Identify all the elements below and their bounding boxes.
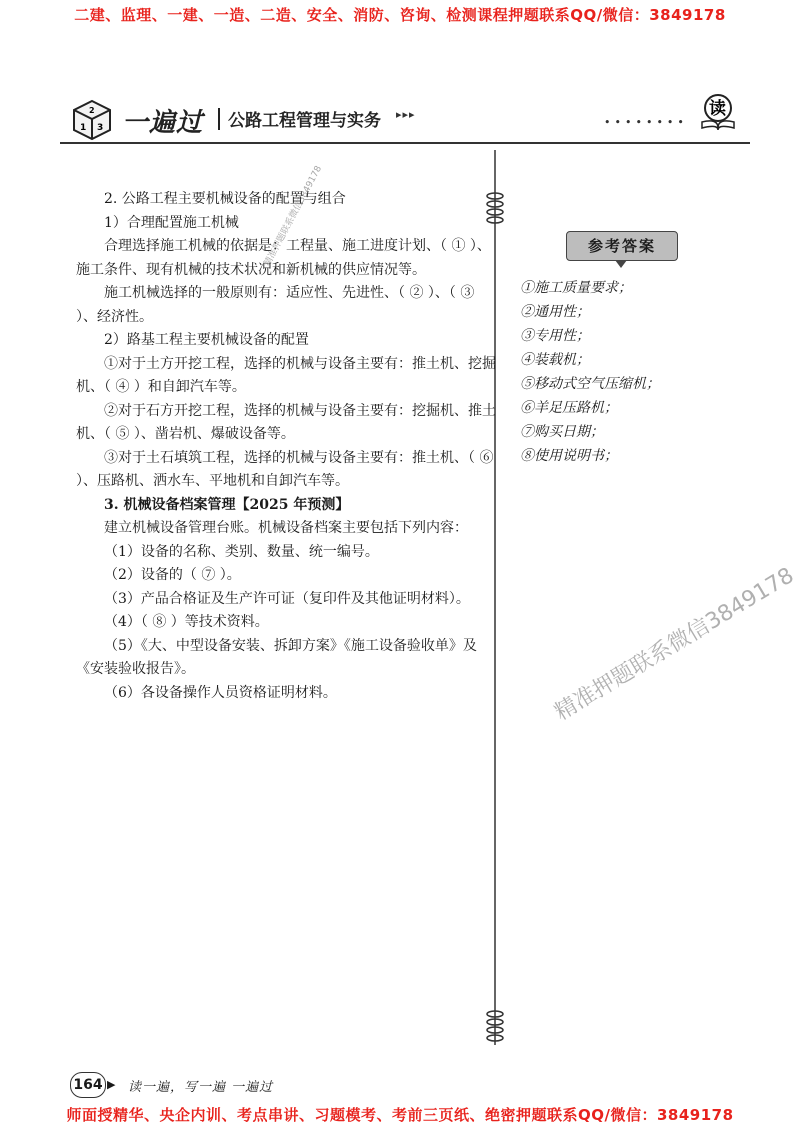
bottom-ad-banner: 师面授精华、央企内训、考点串讲、习题模考、考前三页纸、绝密押题联系QQ/微信：3849178 bbox=[66, 1106, 734, 1124]
brand-title: 一遍过 bbox=[122, 108, 204, 138]
paragraph-rockwork: ②对于石方开挖工程，选择的机械与设备主要有：挖掘机、推土机、（ ⑤ ）、凿岩机、爆破设备等。 bbox=[76, 402, 496, 442]
binding-rings-bottom-icon bbox=[484, 1008, 506, 1048]
answer-item: ⑥羊足压路机； bbox=[520, 400, 618, 416]
arrow-right-icon: ▶ bbox=[107, 1078, 116, 1091]
svg-text:2: 2 bbox=[89, 106, 95, 115]
answer-item: ③专用性； bbox=[520, 328, 590, 344]
paragraph-earthwork: ①对于土方开挖工程，选择的机械与设备主要有：推土机、挖掘机、（ ④ ）和自卸汽车等。 bbox=[76, 355, 496, 395]
page-header bbox=[60, 96, 750, 148]
page-footer bbox=[70, 1072, 370, 1098]
header-separator bbox=[218, 108, 220, 130]
list-item: （1）设备的名称、类别、数量、统一编号。 bbox=[104, 543, 379, 560]
binding-rings-top-icon bbox=[484, 190, 506, 230]
cube-logo-icon bbox=[70, 98, 114, 142]
subsection-1-title: 1）合理配置施工机械 bbox=[104, 214, 239, 231]
subsection-2-title: 2）路基工程主要机械设备的配置 bbox=[104, 332, 309, 348]
read-book-icon bbox=[698, 92, 738, 132]
paragraph-filling: ③对于土石填筑工程，选择的机械与设备主要有：推土机、（ ⑥ ）、压路机、洒水车、平地机和自卸汽车等。 bbox=[76, 449, 494, 489]
answer-item: ⑧使用说明书； bbox=[520, 448, 618, 464]
svg-text:3: 3 bbox=[97, 123, 104, 133]
list-item: （5）《大、中型设备安装、拆卸方案》《施工设备验收单》及《安装验收报告》。 bbox=[76, 637, 477, 677]
answer-item: ⑦购买日期； bbox=[520, 424, 604, 440]
watermark-large: 精准押题联系微信3849178 bbox=[550, 563, 799, 726]
header-rule bbox=[60, 142, 750, 144]
paragraph-selection-basis: 合理选择施工机械的依据是：工程量、施工进度计划、（ ① ）、施工条件、现有机械的技术状况和新机械的供应情况等。 bbox=[76, 238, 491, 278]
read-badge-label: 读 bbox=[709, 99, 726, 119]
top-ad-banner: 二建、监理、一建、一造、二造、安全、消防、咨询、检测课程押题联系QQ/微信：3849178 bbox=[74, 6, 726, 24]
page-number: 164 bbox=[70, 1072, 106, 1098]
svg-text:1: 1 bbox=[80, 123, 87, 133]
answers-list bbox=[520, 276, 780, 468]
footer-slogan: 读一遍，写一遍 一遍过 bbox=[128, 1080, 274, 1095]
main-content bbox=[76, 188, 496, 705]
section-2-title: 2. 公路工程主要机械设备的配置与组合 bbox=[104, 191, 346, 207]
answers-title-badge: 参考答案 bbox=[566, 231, 678, 261]
dot-decoration: •••••••• bbox=[604, 116, 688, 129]
list-item: （3）产品合格证及生产许可证（复印件及其他证明材料）。 bbox=[104, 590, 470, 607]
paragraph-selection-principles: 施工机械选择的一般原则有：适应性、先进性、（ ② ）、（ ③ ）、经济性。 bbox=[76, 285, 475, 325]
arrow-decoration-icon: ▸▸▸ bbox=[396, 108, 416, 121]
column-divider bbox=[494, 150, 496, 1045]
paragraph-archive-intro: 建立机械设备管理台账。机械设备档案主要包括下列内容： bbox=[104, 520, 468, 536]
watermark-small: 精准押题联系微信3849178 bbox=[262, 164, 325, 269]
book-subtitle: 公路工程管理与实务 bbox=[228, 111, 381, 131]
list-item: （4）（ ⑧ ）等技术资料。 bbox=[104, 614, 269, 630]
answer-item: ④装载机； bbox=[520, 352, 590, 368]
section-3-title: 3. 机械设备档案管理【2025 年预测】 bbox=[104, 496, 350, 513]
answer-item: ②通用性； bbox=[520, 304, 590, 320]
list-item: （6）各设备操作人员资格证明材料。 bbox=[104, 684, 337, 701]
answer-item: ①施工质量要求； bbox=[520, 280, 632, 296]
list-item: （2）设备的（ ⑦ ）。 bbox=[104, 567, 241, 583]
answer-item: ⑤移动式空气压缩机； bbox=[520, 376, 660, 392]
